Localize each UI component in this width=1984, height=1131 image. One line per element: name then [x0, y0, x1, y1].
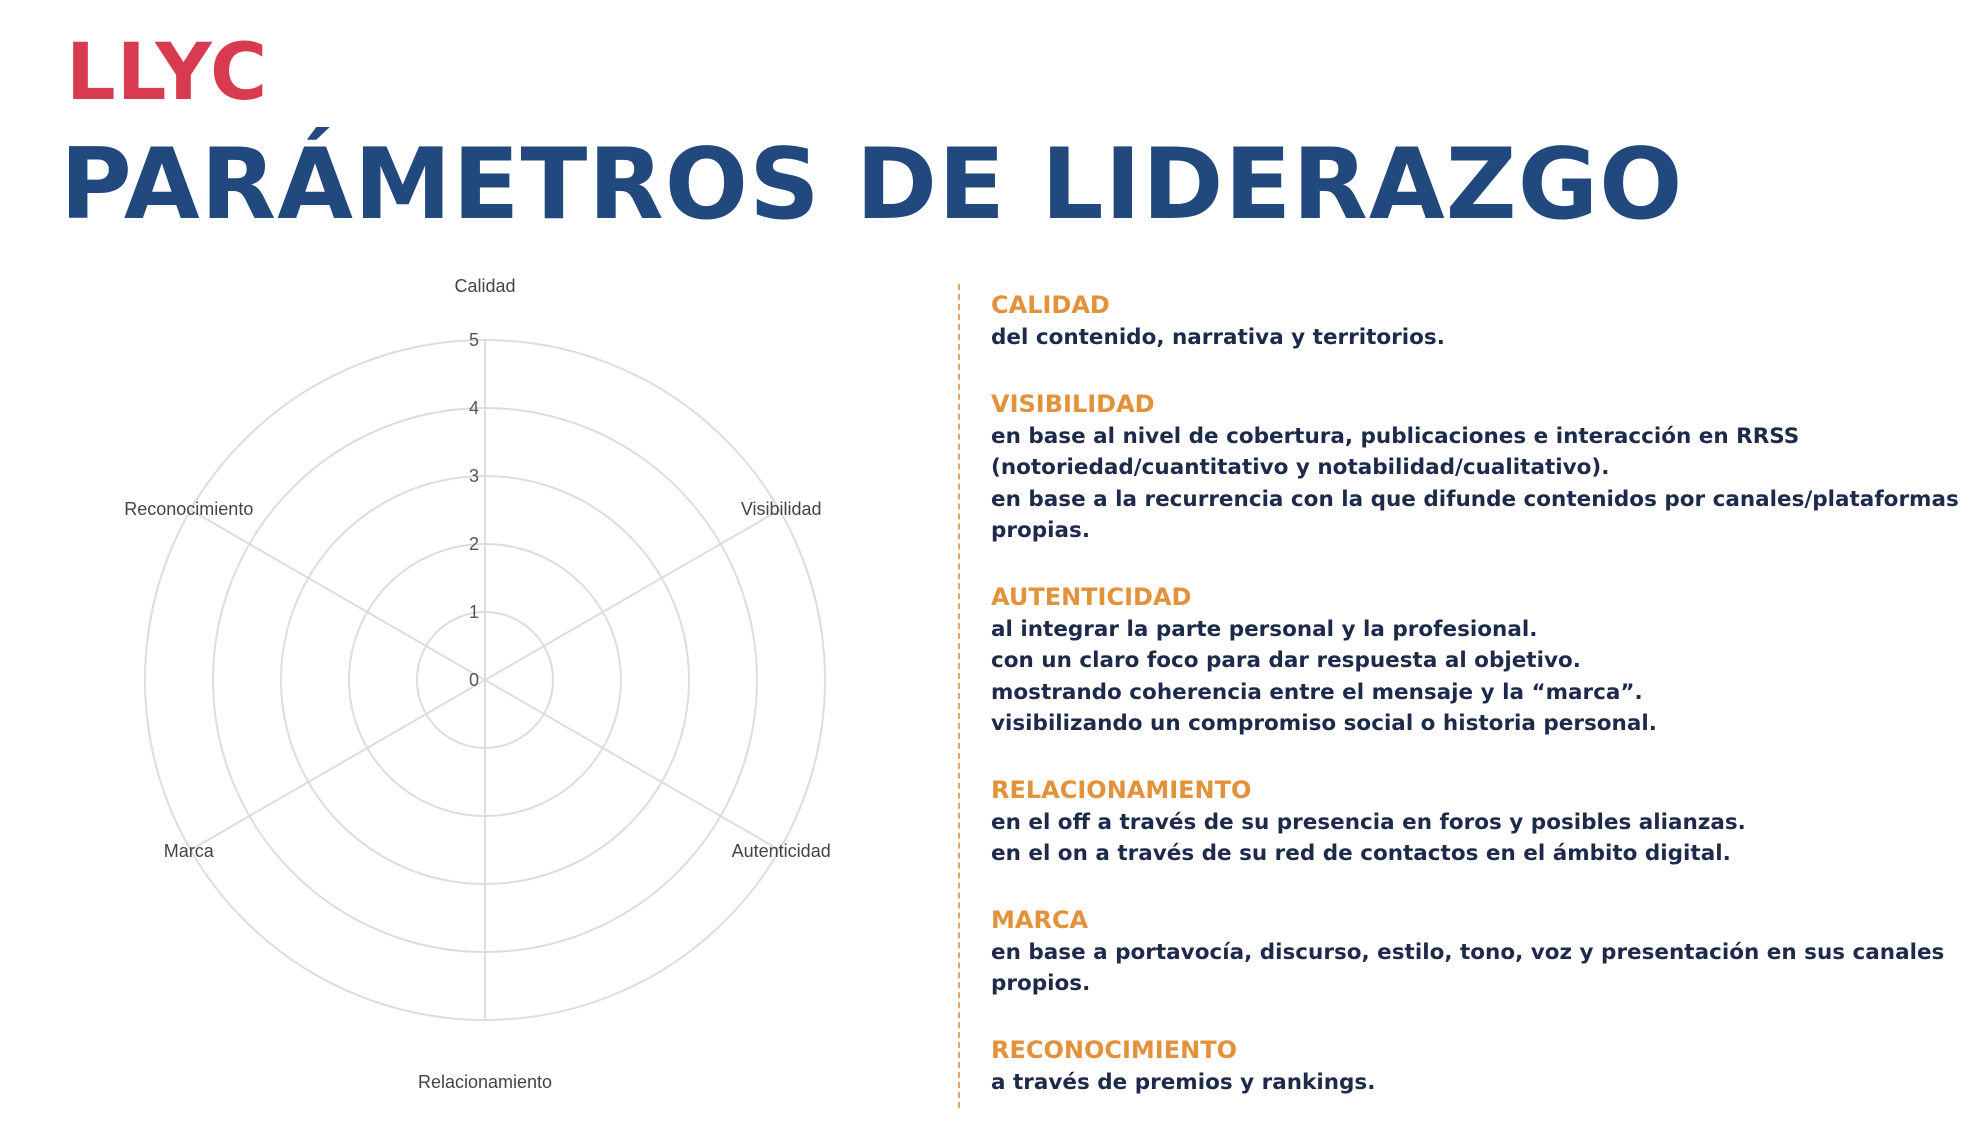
tick-label: 4 [468, 398, 479, 418]
param-title: CALIDAD [991, 291, 1110, 319]
tick-label: 5 [468, 330, 479, 350]
param-description: visibilizando un compromiso social o historia personal. [991, 711, 1657, 736]
tick-label: 3 [468, 466, 479, 486]
param-title: RECONOCIMIENTO [991, 1035, 1237, 1064]
param-title: RELACIONAMIENTO [991, 775, 1252, 804]
param-relacionamiento [991, 773, 1961, 870]
page-title: PARÁMETROS DE LIDERAZGO [60, 128, 1684, 242]
grid-spoke [485, 510, 779, 680]
divider [958, 284, 960, 1108]
param-description: en el off a través de su presencia en foros y posibles alianzas. [991, 809, 1746, 835]
parameters-list [991, 288, 1961, 1131]
tick-label: 1 [468, 602, 479, 622]
param-title: MARCA [991, 905, 1089, 934]
grid-spoke [191, 510, 485, 680]
axis-label-relacionamiento: Relacionamiento [417, 1072, 553, 1092]
param-description: mostrando coherencia entre el mensaje y la “marca”. [991, 679, 1643, 705]
axis-label-visibilidad: Visibilidad [740, 499, 822, 519]
param-description: a través de premios y rankings. [991, 1069, 1376, 1095]
axis-label-reconocimiento: Reconocimiento [124, 499, 254, 519]
param-description: con un claro foco para dar respuesta al objetivo. [991, 648, 1581, 673]
param-calidad [991, 288, 1961, 354]
param-description: en base al nivel de cobertura, publicaciones e interacción en RRSS [991, 423, 1800, 449]
param-description: (notoriedad/cuantitativo y notabilidad/cualitativo). [991, 455, 1610, 480]
tick-label: 0 [468, 670, 479, 690]
axis-label-marca: Marca [163, 841, 214, 861]
param-marca [991, 903, 1961, 1000]
param-description: del contenido, narrativa y territorios. [991, 325, 1445, 350]
radar-chart [0, 260, 960, 1110]
param-description: en base a la recurrencia con la que difunde contenidos por canales/plataformas [991, 486, 1959, 512]
grid-spoke [485, 680, 779, 850]
param-title: VISIBILIDAD [991, 389, 1155, 418]
param-description: en el on a través de su red de contactos en el ámbito digital. [991, 841, 1731, 866]
param-description: en base a portavocía, discurso, estilo, tono, voz y presentación en sus canales [991, 939, 1945, 965]
param-description: al integrar la parte personal y la profesional. [991, 616, 1538, 642]
param-title: AUTENTICIDAD [991, 582, 1192, 611]
param-description: propias. [991, 518, 1090, 543]
param-description: propios. [991, 971, 1091, 996]
axis-label-calidad: Calidad [454, 276, 516, 296]
param-autenticidad [991, 580, 1961, 740]
param-visibilidad [991, 387, 1961, 547]
param-reconocimiento [991, 1033, 1961, 1099]
tick-label: 2 [468, 534, 479, 554]
axis-label-autenticidad: Autenticidad [731, 841, 831, 861]
logo: LLYC [66, 28, 269, 118]
grid-spoke [191, 680, 485, 850]
